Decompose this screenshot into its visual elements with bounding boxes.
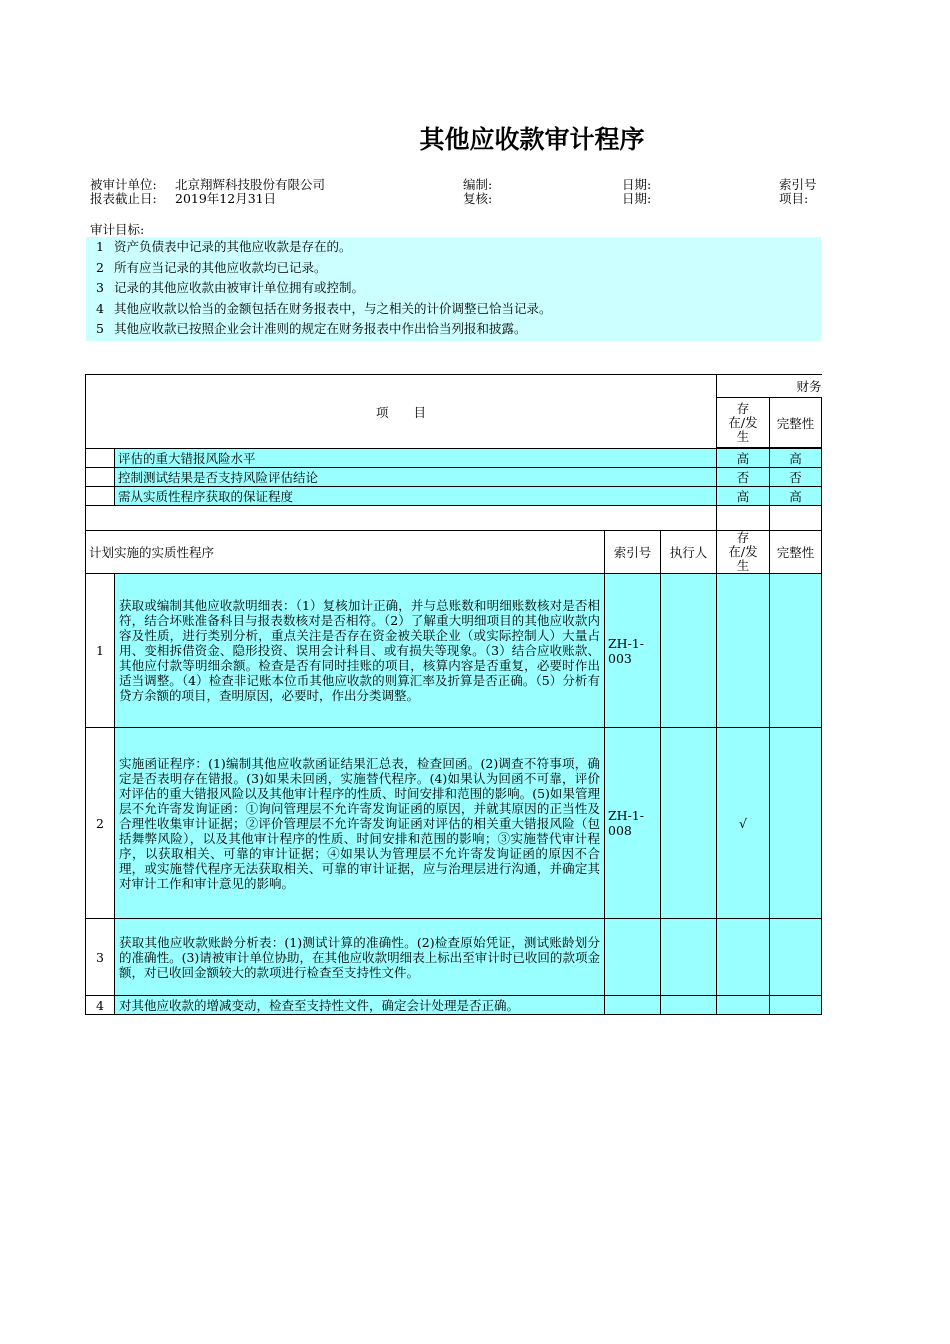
procedure-index bbox=[605, 996, 661, 1015]
procedure-text: 获取或编制其他应收款明细表：（1）复核加计正确，并与总账数和明细账数核对是否相符，结合坏账准备科目与报表数核对是否相符。（2）了解重大明细项目的其他应收款内容及性质，进行类别分析，重点关注是否存在资金被关联企业（或实际控制人）大量占用、变相拆借资金、隐形投资、误用会计科目、或有损失等现象。（3）结合应收账款、其他应付款等明细余额。检查是否有同时挂账的项目，核算内容是否重复，必要时作出适当调整。（4）检查非记账本位币其他应收款的则算汇率及折算是否正确。（5）分析有贷方余额的项目，查明原因，必要时，作出分类调整。 bbox=[115, 574, 605, 728]
page-title: 其他应收款审计程序 bbox=[419, 125, 645, 154]
procedure-row: 1 获取或编制其他应收款明细表：（1）复核加计正确，并与总账数和明细账数核对是否相符，结合坏账准备科目与报表数核对是否相符。（2）了解重大明细项目的其他应收款内容及性质，进行类别分析，重点关注是否存在资金被关联企业（或实际控制人）大量占用、变相拆借资金、隐形投资、误用会计科目、或有损失等现象。（3）结合应收账款、其他应付款等明细余额。检查是否有同时挂账的项目，核算内容是否重复，必要时作出适当调整。（4）检查非记账本位币其他应收款的则算汇率及折算是否正确。（5）分析有贷方余额的项目，查明原因，必要时，作出分类调整。 ZH-1-003 bbox=[86, 574, 822, 728]
risk-row: 评估的重大错报风险水平 高 高 bbox=[86, 449, 822, 468]
objectives-list bbox=[86, 237, 821, 341]
auditee-value: 北京翔辉科技股份有限公司 bbox=[175, 177, 326, 192]
procedure-index: ZH-1-003 bbox=[605, 574, 661, 728]
procedure-row: 3 获取其他应收款账龄分析表：(1)测试计算的准确性。(2)检查原始凭证，测试账龄划分的准确性。(3)请被审计单位协助，在其他应收款明细表上标出至审计时已收回的款项金额，对已收回金额较大的款项进行检查至支持性文件。 bbox=[86, 919, 822, 996]
index-label: 索引号 bbox=[779, 177, 817, 192]
auditee-label: 被审计单位: bbox=[90, 177, 157, 192]
date1-label: 日期: bbox=[622, 177, 652, 192]
procedure-text: 对其他应收款的增减变动，检查至支持性文件，确定会计处理是否正确。 bbox=[115, 996, 605, 1015]
procedure-header-row: 计划实施的实质性程序 索引号 执行人 存 在/发 生 完整性 bbox=[86, 531, 822, 574]
existence-header-2: 存 在/发 生 bbox=[717, 531, 770, 574]
existence-check: √ bbox=[717, 728, 770, 919]
objective-item: 1 资产负债表中记录的其他应收款是存在的。 bbox=[96, 239, 352, 254]
procedure-index bbox=[605, 919, 661, 996]
procedure-text: 获取其他应收款账龄分析表：(1)测试计算的准确性。(2)检查原始凭证，测试账龄划分的准确性。(3)请被审计单位协助，在其他应收款明细表上标出至审计时已收回的款项金额，对已收回金额较大的款项进行检查至支持性文件。 bbox=[115, 919, 605, 996]
objective-item: 3 记录的其他应收款由被审计单位拥有或控制。 bbox=[96, 280, 365, 296]
objective-item: 5 其他应收款已按照企业会计准则的规定在财务报表中作出恰当列报和披露。 bbox=[96, 321, 527, 337]
period-value: 2019年12月31日 bbox=[175, 191, 277, 206]
objective-item: 2 所有应当记录的其他应收款均已记录。 bbox=[96, 259, 327, 275]
risk-row: 控制测试结果是否支持风险评估结论 否 否 bbox=[86, 468, 822, 487]
group-header-cell bbox=[717, 375, 822, 398]
completeness-header-cell: 完整性 bbox=[770, 398, 822, 448]
completeness-header-2: 完整性 bbox=[770, 531, 822, 574]
reviewed-label: 复核: bbox=[463, 191, 493, 206]
objective-item: 4 其他应收款以恰当的金额包括在财务报表中，与之相关的计价调整已恰当记录。 bbox=[96, 300, 552, 316]
item-header: 项 目 bbox=[376, 404, 427, 420]
item-label: 项目: bbox=[779, 191, 809, 206]
prepared-label: 编制: bbox=[463, 177, 493, 192]
executor-header: 执行人 bbox=[661, 531, 717, 574]
group-header: 财务 bbox=[796, 379, 822, 394]
procedure-row: 4 对其他应收款的增减变动，检查至支持性文件，确定会计处理是否正确。 bbox=[86, 996, 822, 1015]
existence-header-cell: 存 在/发 生 bbox=[717, 398, 770, 448]
risk-row: 需从实质性程序获取的保证程度 高 高 bbox=[86, 487, 822, 506]
item-header-cell bbox=[86, 375, 717, 449]
procedure-index: ZH-1-008 bbox=[605, 728, 661, 919]
period-label: 报表截止日: bbox=[90, 191, 157, 206]
procedure-text: 实施函证程序：(1)编制其他应收款函证结果汇总表，检查回函。(2)调查不符事项，确定是否表明存在错报。(3)如果未回函，实施替代程序。(4)如果认为回函不可靠，评价对评估的重大错报风险以及其他审计程序的性质、时间安排和范围的影响。(5)如果管理层不允许寄发询证函：①询问管理层不允许寄发询证函的原因，并就其原因的正当性及合理性收集审计证据；②评价管理层不允许寄发询证函对评估的相关重大错报风险（包括舞弊风险），以及其他审计程序的性质、时间安排和范围的影响；③实施替代审计程序，以获取相关、可靠的审计证据；④如果认为管理层不允许寄发询证函的原因不合理，或实施替代程序无法获取相关、可靠的审计证据，应与治理层进行沟通，并确定其对审计工作和审计意见的影响。 bbox=[115, 728, 605, 919]
procedure-table bbox=[85, 374, 822, 1015]
objectives-heading: 审计目标: bbox=[90, 222, 145, 237]
date2-label: 日期: bbox=[622, 191, 652, 206]
procedure-row: 2 实施函证程序：(1)编制其他应收款函证结果汇总表，检查回函。(2)调查不符事项，确定是否表明存在错报。(3)如果未回函，实施替代程序。(4)如果认为回函不可靠，评价对评估的重大错报风险以及其他审计程序的性质、时间安排和范围的影响。(5)如果管理层不允许寄发询证函：①询问管理层不允许寄发询证函的原因，并就其原因的正当性及合理性收集审计证据；②评价管理层不允许寄发询证函对评估的相关重大错报风险（包括舞弊风险），以及其他审计程序的性质、时间安排和范围的影响；③实施替代审计程序，以获取相关、可靠的审计证据；④如果认为管理层不允许寄发询证函的原因不合理，或实施替代程序无法获取相关、可靠的审计证据，应与治理层进行沟通，并确定其对审计工作和审计意见的影响。 ZH-1-008 √ bbox=[86, 728, 822, 919]
index-header: 索引号 bbox=[605, 531, 661, 574]
